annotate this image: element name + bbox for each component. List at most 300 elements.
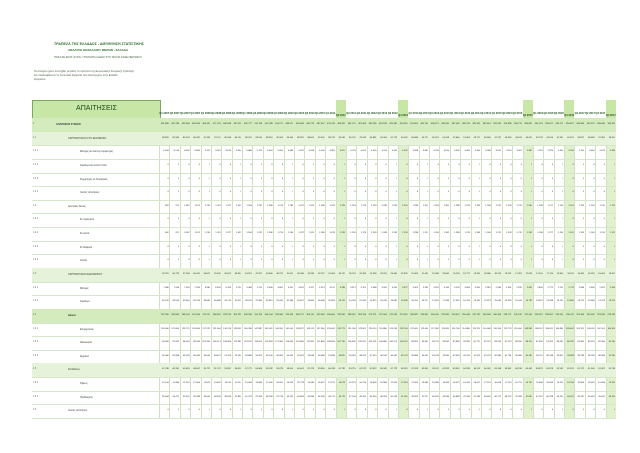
table-cell[interactable]: 102.101 bbox=[597, 327, 605, 330]
table-cell[interactable]: 0 bbox=[458, 218, 460, 221]
table-cell[interactable]: 0 bbox=[541, 218, 543, 221]
table-cell[interactable]: 1.554 bbox=[246, 232, 252, 235]
table-cell[interactable]: 2.771 bbox=[547, 286, 554, 289]
table-cell[interactable]: 2.802 bbox=[557, 150, 564, 153]
table-cell[interactable]: 270.044 bbox=[192, 313, 200, 316]
table-cell[interactable]: 35.810 bbox=[265, 300, 273, 303]
table-cell[interactable]: 0 bbox=[312, 191, 315, 194]
table-cell[interactable]: 272.004 bbox=[378, 313, 387, 316]
table-cell[interactable]: 127.221 bbox=[202, 327, 211, 330]
table-cell[interactable]: 0 bbox=[219, 218, 221, 221]
table-cell[interactable]: 16.902 bbox=[556, 273, 564, 275]
table-cell[interactable]: 31.006 bbox=[328, 273, 335, 275]
table-cell[interactable]: 0 bbox=[312, 177, 315, 180]
table-cell[interactable]: 64.804 bbox=[255, 368, 263, 371]
table-cell[interactable]: 60.433 bbox=[328, 368, 335, 371]
table-cell[interactable]: 2.654 bbox=[589, 150, 595, 153]
table-cell[interactable]: 44.063 bbox=[421, 354, 429, 357]
table-cell[interactable]: 135.001 bbox=[327, 327, 335, 330]
table-cell[interactable]: 37.805 bbox=[255, 300, 263, 303]
table-cell[interactable]: 15.778 bbox=[297, 382, 304, 385]
table-cell[interactable]: 0 bbox=[375, 259, 377, 262]
table-cell[interactable]: 0 bbox=[437, 259, 439, 262]
table-cell[interactable]: 2.701 bbox=[578, 150, 585, 153]
table-cell[interactable]: 16.705 bbox=[463, 300, 470, 303]
table-cell[interactable]: 32.221 bbox=[317, 273, 325, 275]
table-cell[interactable]: 61.544 bbox=[587, 368, 595, 371]
table-cell[interactable]: 264.800 bbox=[171, 313, 180, 316]
table-cell[interactable]: 0 bbox=[364, 259, 367, 262]
table-cell[interactable]: 92.221 bbox=[484, 341, 491, 344]
table-cell[interactable]: 26.905 bbox=[328, 300, 335, 303]
table-cell[interactable]: 15.922 bbox=[608, 382, 616, 385]
table-cell[interactable]: 36.910 bbox=[608, 136, 616, 139]
table-cell[interactable]: 314.700 bbox=[254, 313, 263, 316]
table-cell[interactable]: 233.204 bbox=[555, 313, 564, 316]
table-cell[interactable]: 119.400 bbox=[420, 327, 429, 330]
table-cell[interactable]: 46.559 bbox=[203, 354, 211, 357]
table-cell[interactable]: 0 bbox=[198, 218, 200, 221]
table-row[interactable] bbox=[32, 350, 616, 365]
table-cell[interactable]: 44.712 bbox=[328, 395, 335, 398]
table-cell[interactable]: 46.179 bbox=[400, 354, 408, 357]
table-cell[interactable]: 0 bbox=[229, 259, 232, 262]
table-cell[interactable]: 0 bbox=[364, 163, 367, 166]
table-cell[interactable]: 0 bbox=[396, 218, 398, 221]
table-cell[interactable]: 0 bbox=[375, 245, 377, 248]
table-cell[interactable]: 0 bbox=[572, 163, 574, 166]
table-cell[interactable]: 47.010 bbox=[369, 354, 377, 357]
table-cell[interactable]: 24.558 bbox=[369, 273, 377, 275]
table-cell[interactable]: 62.912 bbox=[369, 368, 377, 371]
table-row[interactable] bbox=[32, 295, 616, 310]
table-cell[interactable]: 49.892 bbox=[203, 300, 211, 303]
table-cell[interactable]: 236.012 bbox=[534, 313, 543, 316]
table-cell[interactable]: 115.001 bbox=[285, 341, 294, 344]
table-cell[interactable]: 0 bbox=[375, 191, 377, 194]
table-cell[interactable]: 1.161 bbox=[568, 204, 574, 207]
table-cell[interactable]: 257.300 bbox=[160, 313, 169, 316]
table-cell[interactable]: 89.201 bbox=[245, 136, 252, 139]
table-cell[interactable]: 4.987 bbox=[329, 150, 335, 153]
table-cell[interactable]: 137.900 bbox=[316, 327, 325, 330]
table-cell[interactable]: 0 bbox=[375, 163, 377, 166]
table-cell[interactable]: 318.900 bbox=[275, 313, 284, 316]
table-cell[interactable]: 0 bbox=[385, 177, 387, 180]
table-cell[interactable]: 1.262 bbox=[391, 204, 398, 207]
table-cell[interactable]: 91.770 bbox=[473, 341, 481, 344]
table-cell[interactable]: 1.177 bbox=[547, 204, 554, 207]
table-cell[interactable]: 0 bbox=[551, 218, 554, 221]
table-cell[interactable]: 44.020 bbox=[525, 136, 533, 139]
table-cell[interactable]: 1.476 bbox=[329, 232, 335, 235]
table-cell[interactable]: 0 bbox=[541, 163, 543, 166]
table-cell[interactable]: 47.278 bbox=[276, 395, 284, 398]
table-cell[interactable]: 0 bbox=[416, 163, 419, 166]
table-cell[interactable]: 99.001 bbox=[411, 341, 419, 344]
table-cell[interactable]: 1.237 bbox=[256, 232, 263, 235]
table-cell[interactable]: 0 bbox=[198, 259, 200, 262]
table-cell[interactable]: 40.966 bbox=[515, 354, 522, 357]
table-cell[interactable]: 0 bbox=[312, 259, 315, 262]
table-cell[interactable]: 0 bbox=[229, 218, 232, 221]
table-cell[interactable]: 44.714 bbox=[224, 300, 232, 303]
table-cell[interactable]: 0 bbox=[447, 163, 450, 166]
table-cell[interactable]: 56.774 bbox=[421, 136, 429, 139]
table-cell[interactable]: 290.301 bbox=[337, 313, 346, 316]
table-cell[interactable]: 83.201 bbox=[587, 341, 595, 344]
table-cell[interactable]: 126.110 bbox=[368, 327, 377, 330]
table-cell[interactable]: 61.171 bbox=[577, 368, 585, 371]
table-cell[interactable]: 2.740 bbox=[557, 286, 564, 289]
table-cell[interactable]: 18.701 bbox=[411, 300, 419, 303]
table-cell[interactable]: 46.564 bbox=[442, 395, 450, 398]
table-cell[interactable]: 0 bbox=[583, 259, 585, 262]
table-cell[interactable]: 62.176 bbox=[307, 368, 315, 371]
table-cell[interactable]: 802 bbox=[165, 204, 169, 207]
table-cell[interactable]: 0 bbox=[406, 218, 408, 221]
table-cell[interactable]: 0 bbox=[614, 245, 616, 248]
table-cell[interactable]: 6.980 bbox=[204, 286, 211, 289]
table-cell[interactable]: 425.487 bbox=[389, 123, 398, 125]
table-cell[interactable]: 0 bbox=[510, 177, 512, 180]
table-cell[interactable]: 12.104 bbox=[162, 382, 169, 385]
table-cell[interactable]: 16.757 bbox=[525, 382, 533, 385]
table-cell[interactable]: 131.200 bbox=[347, 327, 356, 330]
table-row[interactable] bbox=[32, 377, 616, 392]
table-cell[interactable]: 268.100 bbox=[181, 313, 190, 316]
table-cell[interactable]: 61.238 bbox=[608, 368, 616, 371]
table-cell[interactable]: 0 bbox=[302, 163, 304, 166]
table-cell[interactable]: 108.011 bbox=[545, 327, 554, 330]
table-cell[interactable]: 344.985 bbox=[576, 123, 585, 125]
table-cell[interactable]: 0 bbox=[603, 191, 605, 194]
table-cell[interactable]: 0 bbox=[375, 177, 377, 180]
table-row[interactable] bbox=[32, 200, 616, 215]
table-cell[interactable]: 451.060 bbox=[358, 123, 367, 125]
table-cell[interactable]: 140.330 bbox=[243, 327, 252, 330]
table-cell[interactable]: 0 bbox=[209, 409, 211, 412]
table-cell[interactable]: 5.112 bbox=[256, 286, 263, 289]
table-cell[interactable]: 26.129 bbox=[338, 300, 346, 303]
table-cell[interactable]: 0 bbox=[354, 177, 356, 180]
table-cell[interactable]: 0 bbox=[447, 409, 450, 412]
table-cell[interactable]: 0 bbox=[427, 245, 429, 248]
table-cell[interactable]: 0 bbox=[499, 409, 502, 412]
table-cell[interactable]: 1.188 bbox=[537, 232, 543, 235]
table-cell[interactable]: 3.998 bbox=[339, 286, 346, 289]
table-cell[interactable]: 0 bbox=[271, 163, 273, 166]
table-cell[interactable]: 63.229 bbox=[546, 368, 554, 371]
table-cell[interactable]: 415.802 bbox=[410, 123, 419, 125]
table-cell[interactable]: 117.002 bbox=[431, 327, 439, 330]
table-cell[interactable]: 0 bbox=[562, 259, 564, 262]
table-cell[interactable]: 47.267 bbox=[535, 395, 543, 398]
table-cell[interactable]: 0 bbox=[520, 245, 522, 248]
table-cell[interactable]: 16.400 bbox=[577, 273, 585, 275]
table-cell[interactable]: 50.159 bbox=[390, 395, 398, 398]
table-cell[interactable]: 16.670 bbox=[473, 382, 481, 385]
table-cell[interactable]: 16.989 bbox=[380, 382, 387, 385]
table-cell[interactable]: 0 bbox=[510, 191, 512, 194]
table-cell[interactable]: 43.113 bbox=[234, 300, 242, 303]
table-cell[interactable]: 1.153 bbox=[578, 204, 585, 207]
table-cell[interactable]: 1.188 bbox=[537, 204, 543, 207]
table-cell[interactable]: 15.721 bbox=[328, 382, 335, 385]
table-cell[interactable]: 0 bbox=[427, 409, 429, 412]
table-cell[interactable]: 0 bbox=[385, 259, 387, 262]
table-cell[interactable]: 0 bbox=[364, 218, 367, 221]
table-cell[interactable]: 65.342 bbox=[380, 368, 387, 371]
table-cell[interactable]: 0 bbox=[468, 191, 470, 194]
table-cell[interactable]: 34.008 bbox=[297, 273, 304, 275]
table-cell[interactable]: 342.573 bbox=[586, 123, 595, 125]
table-row[interactable] bbox=[32, 145, 616, 160]
column-header[interactable] bbox=[398, 100, 408, 118]
table-cell[interactable]: 3.002 bbox=[516, 150, 522, 153]
table-cell[interactable]: 38.599 bbox=[598, 354, 605, 357]
table-cell[interactable]: 57.284 bbox=[182, 273, 190, 275]
table-cell[interactable]: 49.772 bbox=[473, 136, 481, 139]
table-row[interactable] bbox=[32, 309, 616, 324]
table-cell[interactable]: 460.323 bbox=[202, 123, 211, 125]
table-cell[interactable]: 43.199 bbox=[286, 395, 294, 398]
table-cell[interactable]: 46.727 bbox=[494, 395, 502, 398]
table-cell[interactable]: 1.248 bbox=[381, 232, 387, 235]
table-cell[interactable]: 0 bbox=[219, 163, 221, 166]
table-cell[interactable]: 4.102 bbox=[402, 150, 408, 153]
table-cell[interactable]: 47.589 bbox=[515, 395, 522, 398]
table-cell[interactable]: 16.256 bbox=[567, 382, 574, 385]
table-cell[interactable]: 1.276 bbox=[464, 232, 470, 235]
table-cell[interactable]: 1.312 bbox=[308, 232, 315, 235]
table-cell[interactable]: 0 bbox=[292, 177, 294, 180]
table-cell[interactable]: 0 bbox=[188, 163, 190, 166]
table-cell[interactable]: 316.104 bbox=[264, 313, 273, 316]
table-cell[interactable]: 0 bbox=[489, 245, 491, 248]
table-cell[interactable]: 1.140 bbox=[589, 204, 595, 207]
table-row[interactable] bbox=[32, 227, 616, 242]
table-cell[interactable]: 0 bbox=[520, 191, 522, 194]
table-cell[interactable]: 0 bbox=[551, 259, 554, 262]
table-cell[interactable]: 0 bbox=[572, 409, 574, 412]
table-cell[interactable]: 0 bbox=[479, 177, 481, 180]
table-cell[interactable]: 63.011 bbox=[432, 368, 439, 371]
table-cell[interactable]: 0 bbox=[499, 245, 502, 248]
table-cell[interactable]: 65.841 bbox=[504, 368, 512, 371]
table-cell[interactable]: 0 bbox=[416, 177, 419, 180]
table-cell[interactable]: 0 bbox=[603, 218, 605, 221]
table-cell[interactable]: 441.890 bbox=[160, 123, 169, 125]
table-cell[interactable]: 0 bbox=[427, 191, 429, 194]
table-cell[interactable]: 92.880 bbox=[452, 341, 460, 344]
table-cell[interactable]: 0 bbox=[416, 218, 419, 221]
table-cell[interactable]: 0 bbox=[614, 259, 616, 262]
table-cell[interactable]: 387.440 bbox=[451, 123, 460, 125]
table-cell[interactable]: 0 bbox=[531, 245, 533, 248]
table-cell[interactable]: 476.235 bbox=[327, 123, 335, 125]
table-cell[interactable]: 5.488 bbox=[287, 150, 294, 153]
table-cell[interactable]: 3.066 bbox=[464, 286, 470, 289]
table-cell[interactable]: 45.543 bbox=[587, 395, 595, 398]
table-cell[interactable]: 93.900 bbox=[442, 341, 450, 344]
table-cell[interactable]: 0 bbox=[510, 259, 512, 262]
table-row[interactable] bbox=[32, 404, 616, 419]
table-cell[interactable]: 5.100 bbox=[319, 150, 325, 153]
table-cell[interactable]: 0 bbox=[261, 177, 263, 180]
table-cell[interactable]: 1.387 bbox=[184, 232, 190, 235]
table-cell[interactable]: 487.607 bbox=[316, 123, 325, 125]
table-cell[interactable]: 0 bbox=[406, 163, 408, 166]
table-cell[interactable]: 11.201 bbox=[183, 382, 190, 385]
table-cell[interactable]: 122.001 bbox=[410, 327, 419, 330]
table-cell[interactable]: 3.281 bbox=[422, 286, 429, 289]
table-cell[interactable]: 0 bbox=[437, 218, 439, 221]
table-cell[interactable]: 0 bbox=[583, 245, 585, 248]
table-cell[interactable]: 0 bbox=[385, 409, 387, 412]
table-cell[interactable]: 0 bbox=[229, 409, 232, 412]
table-cell[interactable]: 100.550 bbox=[607, 327, 616, 330]
table-cell[interactable]: 0 bbox=[551, 163, 554, 166]
table-cell[interactable]: 0 bbox=[437, 177, 439, 180]
table-cell[interactable]: 49.516 bbox=[172, 300, 180, 303]
table-cell[interactable]: 34.471 bbox=[172, 395, 180, 398]
table-cell[interactable]: 1.244 bbox=[485, 204, 491, 207]
table-cell[interactable]: 0 bbox=[250, 163, 252, 166]
table-cell[interactable]: 0 bbox=[250, 177, 252, 180]
table-cell[interactable]: 1.274 bbox=[277, 232, 284, 235]
table-cell[interactable]: 46.302 bbox=[359, 395, 367, 398]
table-cell[interactable]: 0 bbox=[261, 245, 263, 248]
table-cell[interactable]: 0 bbox=[188, 409, 190, 412]
table-cell[interactable]: 3.110 bbox=[506, 150, 512, 153]
table-cell[interactable]: 47.144 bbox=[349, 395, 356, 398]
table-cell[interactable]: 512.788 bbox=[264, 123, 273, 125]
table-cell[interactable]: 2.711 bbox=[568, 286, 574, 289]
table-cell[interactable]: 0 bbox=[562, 177, 564, 180]
table-cell[interactable]: 87.402 bbox=[546, 341, 554, 344]
table-cell[interactable]: 53.230 bbox=[234, 354, 242, 357]
table-cell[interactable]: 37.900 bbox=[608, 354, 616, 357]
table-cell[interactable]: 0 bbox=[520, 259, 522, 262]
table-cell[interactable]: 0 bbox=[240, 259, 242, 262]
table-cell[interactable]: 0 bbox=[416, 259, 419, 262]
table-cell[interactable]: 17.002 bbox=[265, 382, 273, 385]
table-cell[interactable]: 0 bbox=[458, 259, 460, 262]
table-row[interactable] bbox=[32, 391, 616, 406]
table-cell[interactable]: 13.568 bbox=[587, 300, 595, 303]
table-cell[interactable]: 0 bbox=[271, 191, 273, 194]
table-cell[interactable]: 3.201 bbox=[495, 150, 502, 153]
table-cell[interactable]: 3.420 bbox=[464, 150, 470, 153]
table-cell[interactable]: 0 bbox=[499, 177, 502, 180]
table-cell[interactable]: 47.748 bbox=[162, 368, 169, 371]
table-cell[interactable]: 59.650 bbox=[317, 368, 325, 371]
table-cell[interactable]: 0 bbox=[593, 163, 595, 166]
table-cell[interactable]: 502.777 bbox=[243, 123, 252, 125]
table-cell[interactable]: 48.817 bbox=[234, 273, 242, 275]
table-cell[interactable]: 381.559 bbox=[472, 123, 481, 125]
table-cell[interactable]: 4.213 bbox=[319, 286, 325, 289]
table-cell[interactable]: 0 bbox=[531, 191, 533, 194]
table-cell[interactable]: 0 bbox=[593, 409, 595, 412]
table-cell[interactable]: 0 bbox=[531, 163, 533, 166]
table-cell[interactable]: 0 bbox=[281, 163, 284, 166]
table-cell[interactable]: 67.324 bbox=[411, 368, 419, 371]
table-cell[interactable]: 92.003 bbox=[276, 136, 284, 139]
table-cell[interactable]: 6.210 bbox=[173, 150, 180, 153]
table-cell[interactable]: 363.897 bbox=[524, 123, 533, 125]
table-cell[interactable]: 0 bbox=[603, 177, 605, 180]
table-cell[interactable]: 0 bbox=[427, 259, 429, 262]
table-cell[interactable]: 0 bbox=[458, 191, 460, 194]
table-cell[interactable]: 5.610 bbox=[267, 150, 273, 153]
table-cell[interactable]: 0 bbox=[302, 191, 304, 194]
table-cell[interactable]: 4.801 bbox=[277, 286, 284, 289]
table-cell[interactable]: 0 bbox=[333, 245, 335, 248]
table-cell[interactable]: 66.002 bbox=[484, 368, 491, 371]
table-cell[interactable]: 16.358 bbox=[369, 382, 377, 385]
table-cell[interactable]: 2.870 bbox=[547, 150, 554, 153]
table-cell[interactable]: 16.588 bbox=[421, 382, 429, 385]
table-cell[interactable]: 0 bbox=[531, 177, 533, 180]
table-cell[interactable]: 0 bbox=[240, 177, 242, 180]
table-cell[interactable]: 16.078 bbox=[338, 382, 346, 385]
table-cell[interactable]: 0 bbox=[562, 191, 564, 194]
table-cell[interactable]: 4.200 bbox=[391, 150, 398, 153]
table-cell[interactable]: 237.400 bbox=[524, 313, 533, 316]
table-cell[interactable]: 0 bbox=[572, 218, 574, 221]
table-cell[interactable]: 0 bbox=[209, 177, 211, 180]
table-cell[interactable]: 93.448 bbox=[286, 136, 294, 139]
table-cell[interactable]: 38.789 bbox=[577, 354, 585, 357]
table-cell[interactable]: 42.917 bbox=[255, 273, 263, 275]
table-cell[interactable]: 0 bbox=[198, 191, 200, 194]
table-cell[interactable]: 0 bbox=[458, 409, 460, 412]
table-cell[interactable]: 18.960 bbox=[484, 273, 491, 275]
table-cell[interactable]: 16.380 bbox=[432, 382, 439, 385]
table-cell[interactable]: 0 bbox=[250, 191, 252, 194]
table-cell[interactable]: 1.102 bbox=[194, 232, 200, 235]
table-cell[interactable]: 0 bbox=[323, 245, 325, 248]
table-cell[interactable]: 2.870 bbox=[516, 286, 522, 289]
table-cell[interactable]: 48.722 bbox=[504, 395, 512, 398]
table-cell[interactable]: 63.805 bbox=[421, 368, 429, 371]
table-cell[interactable]: 38.221 bbox=[276, 273, 284, 275]
table-cell[interactable]: 0 bbox=[323, 409, 325, 412]
table-cell[interactable]: 1.262 bbox=[391, 232, 398, 235]
table-cell[interactable]: 37.402 bbox=[598, 136, 605, 139]
table-cell[interactable]: 0 bbox=[281, 245, 284, 248]
table-cell[interactable]: 49.822 bbox=[411, 395, 419, 398]
table-cell[interactable]: 5.903 bbox=[236, 150, 242, 153]
table-cell[interactable]: 45.886 bbox=[411, 354, 419, 357]
table-cell[interactable]: 0 bbox=[177, 163, 180, 166]
table-cell[interactable]: 31.488 bbox=[286, 300, 294, 303]
table-cell[interactable]: 0 bbox=[583, 218, 585, 221]
table-cell[interactable]: 51.001 bbox=[400, 395, 408, 398]
table-cell[interactable]: 45.721 bbox=[338, 395, 346, 398]
table-cell[interactable]: 1.179 bbox=[360, 204, 367, 207]
table-cell[interactable]: 0 bbox=[458, 163, 460, 166]
table-cell[interactable]: 108.903 bbox=[524, 327, 533, 330]
table-cell[interactable]: 142.887 bbox=[254, 327, 263, 330]
table-cell[interactable]: 1.244 bbox=[485, 232, 491, 235]
table-cell[interactable]: 42.610 bbox=[546, 136, 554, 139]
table-cell[interactable]: 0 bbox=[406, 409, 408, 412]
table-cell[interactable]: 46.250 bbox=[556, 395, 564, 398]
table-cell[interactable]: 0 bbox=[375, 409, 377, 412]
